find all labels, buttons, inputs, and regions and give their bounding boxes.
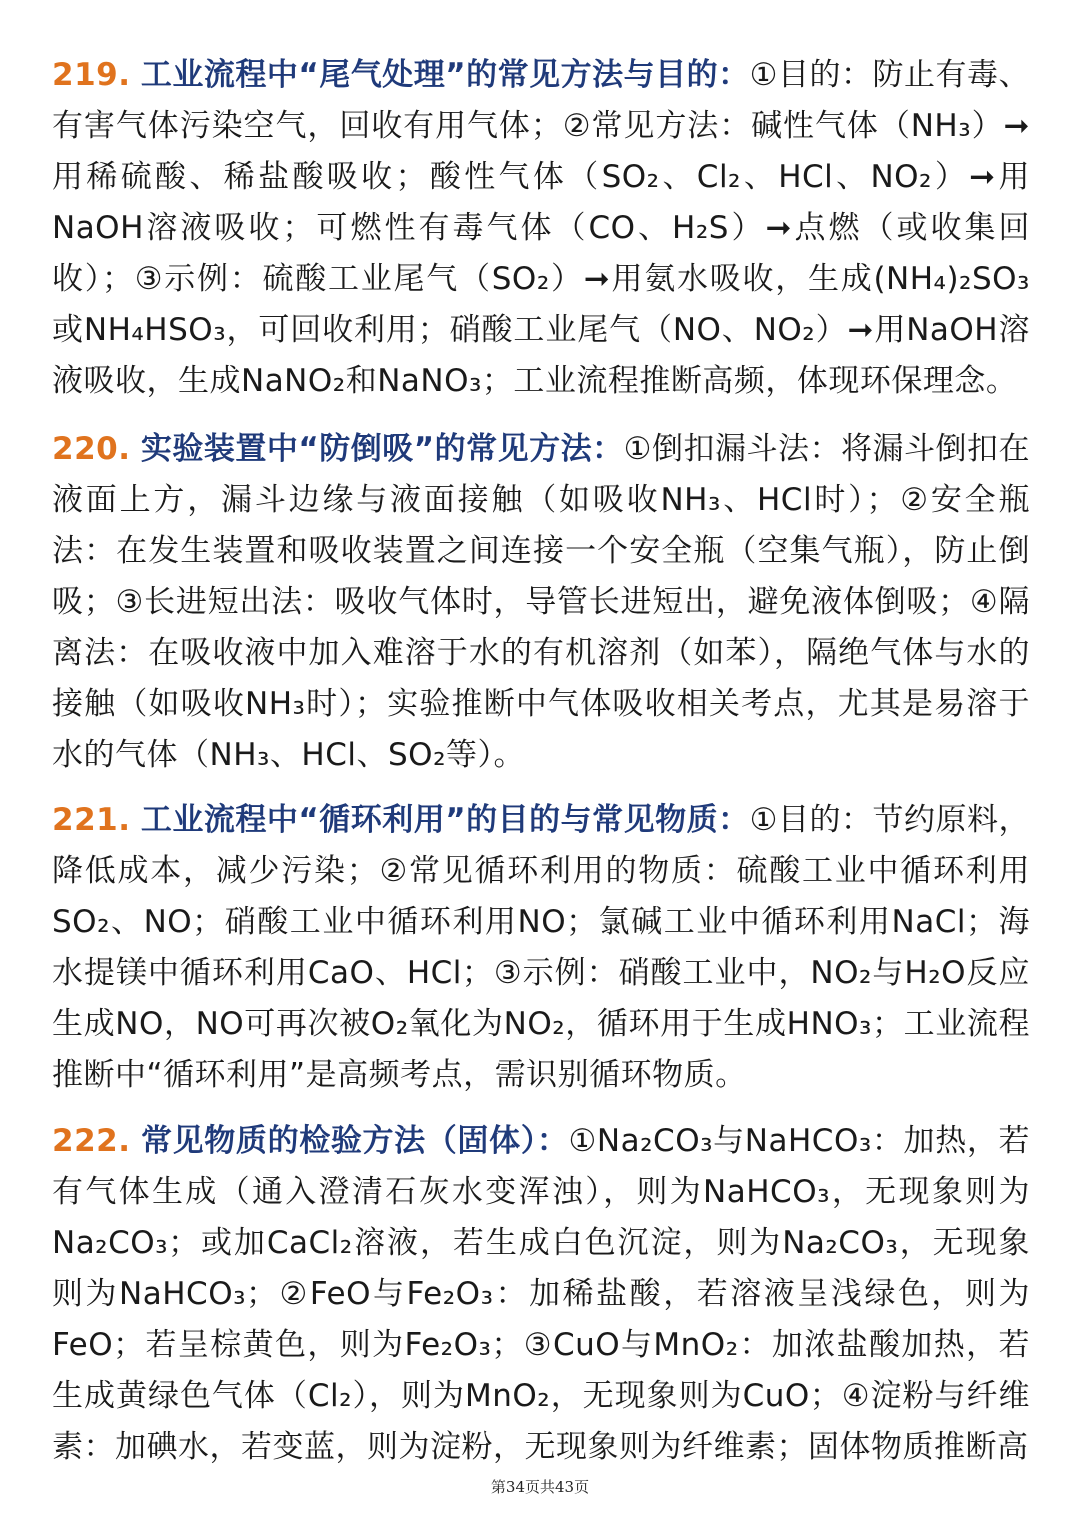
entry-title: 实验装置中“防倒吸”的常见方法： <box>140 431 624 467</box>
entry-220 <box>52 424 1030 781</box>
entry-219 <box>52 50 1030 407</box>
entry-number: 219. <box>52 57 131 93</box>
entry-body: ①目的：防止有毒、有害气体污染空气，回收有用气体；②常见方法：碱性气体（NH₃）➞用稀硫酸、稀盐酸吸收；酸性气体（SO₂、Cl₂、HCl、NO₂）➞用NaOH溶液吸收；可燃性有毒气体（CO、H₂S）➞点燃（或收集回收）；③示例：硫酸工业尾气（SO₂）➞用氨水吸收，生成(NH₄)₂SO₃或NH₄HSO₃，可回收利用；硝酸工业尾气（NO、NO₂）➞用NaOH溶液吸收，生成NaNO₂和NaNO₃；工业流程推断高频，体现环保理念。 <box>52 57 1030 399</box>
entry-body: ①Na₂CO₃与NaHCO₃：加热，若有气体生成（通入澄清石灰水变浑浊），则为NaHCO₃，无现象则为Na₂CO₃；或加CaCl₂溶液，若生成白色沉淀，则为Na₂CO₃，无现象则为NaHCO₃；②FeO与Fe₂O₃：加稀盐酸，若溶液呈浅绿色，则为FeO；若呈棕黄色，则为Fe₂O₃；③CuO与MnO₂：加浓盐酸加热，若生成黄绿色气体（Cl₂），则为MnO₂，无现象则为CuO；④淀粉与纤维素：加碘水，若变蓝，则为淀粉，无现象则为纤维素；固体物质推断高 <box>52 1123 1030 1465</box>
entry-222 <box>52 1116 1030 1473</box>
entry-number: 222. <box>52 1123 131 1159</box>
entry-body: ①目的：节约原料，降低成本，减少污染；②常见循环利用的物质：硫酸工业中循环利用SO₂、NO；硝酸工业中循环利用NO；氯碱工业中循环利用NaCl；海水提镁中循环利用CaO、HCl；③示例：硝酸工业中，NO₂与H₂O反应生成NO，NO可再次被O₂氧化为NO₂，循环用于生成HNO₃；工业流程推断中“循环利用”是高频考点，需识别循环物质。 <box>52 802 1030 1093</box>
entry-title: 工业流程中“循环利用”的目的与常见物质： <box>140 802 750 838</box>
entry-title: 常见物质的检验方法（固体）： <box>141 1123 569 1159</box>
entry-number: 220. <box>52 431 131 467</box>
entry-221 <box>52 795 1030 1101</box>
page-number-footer: 第34页共43页 <box>490 1478 590 1496</box>
entry-body: ①倒扣漏斗法：将漏斗倒扣在液面上方，漏斗边缘与液面接触（如吸收NH₃、HCl时）；②安全瓶法：在发生装置和吸收装置之间连接一个安全瓶（空集气瓶），防止倒吸；③长进短出法：吸收气体时，导管长进短出，避免液体倒吸；④隔离法：在吸收液中加入难溶于水的有机溶剂（如苯），隔绝气体与水的接触（如吸收NH₃时）；实验推断中气体吸收相关考点，尤其是易溶于水的气体（NH₃、HCl、SO₂等）。 <box>52 431 1031 773</box>
entry-title: 工业流程中“尾气处理”的常见方法与目的： <box>140 57 750 93</box>
entry-number: 221. <box>52 802 131 838</box>
